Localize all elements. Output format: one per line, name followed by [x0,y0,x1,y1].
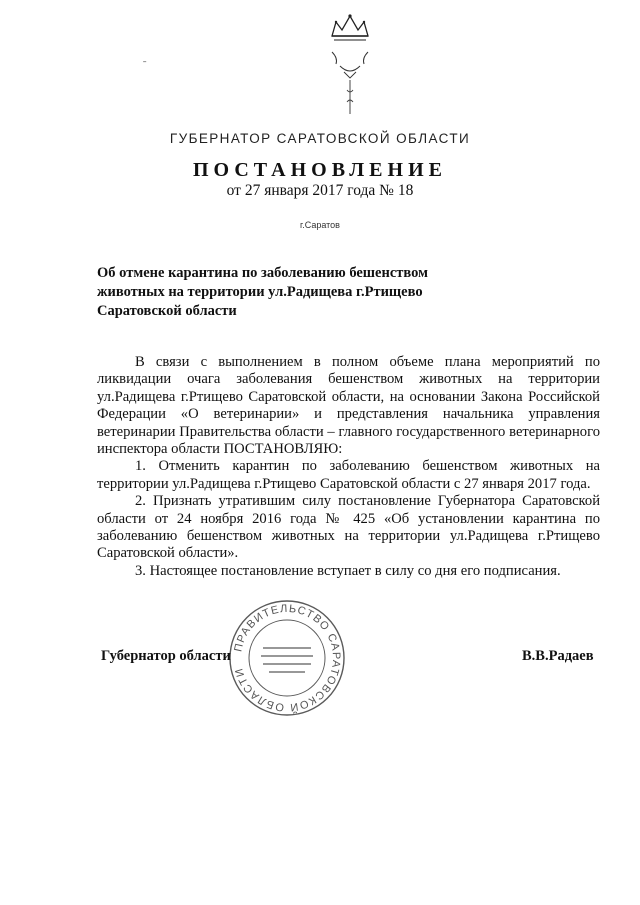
subject-line: Саратовской области [97,303,237,319]
scan-mark: ˉ [143,60,147,71]
coat-of-arms-icon [318,10,382,120]
clause-3: 3. Настоящее постановление вступает в силу со дня его подписания. [135,562,561,579]
preamble-paragraph: В связи с выполнением в полном объеме плана мероприятий по ликвидации очага заболевания бешенством животных на территории ул.Радищева г.Ртищево Саратовской области, на основании Закона Российской Федерации «О ветеринарии» и представления начальника управления ветеринарии Правительства области – главного государственного ветеринарного инспектора области ПОСТАНОВЛЯЮ: [97,354,600,458]
clause-1: 1. Отменить карантин по заболеванию бешенством животных на территории ул.Радищева г.Ртищево Саратовской области с 27 января 2017 года. [97,458,600,492]
signatory-name: В.В.Радаев [522,648,594,664]
signatory-position: Губернатор области [101,648,231,664]
stamp-ring-text: ПРАВИТЕЛЬСТВО САРАТОВСКОЙ ОБЛАСТИ [232,602,343,714]
document-type-title: ПОСТАНОВЛЕНИЕ [193,159,447,181]
clause-2: 2. Признать утратившим силу постановление Губернатора Саратовской области от 24 ноября 2016 года № 425 «Об установлении карантина по заболеванию бешенством животных на территории ул.Радищева г.Ртищево Саратовской области». [97,493,600,562]
document-city: г.Саратов [300,220,340,230]
document-date-number: от 27 января 2017 года № 18 [226,182,414,199]
document-body [97,354,600,580]
official-stamp [227,598,347,718]
issuing-authority: ГУБЕРНАТОР САРАТОВСКОЙ ОБЛАСТИ [169,131,471,146]
subject-line: Об отмене карантина по заболеванию бешенством [97,265,428,281]
document-subject [97,264,477,321]
subject-line: животных на территории ул.Радищева г.Ртищево [97,284,423,300]
